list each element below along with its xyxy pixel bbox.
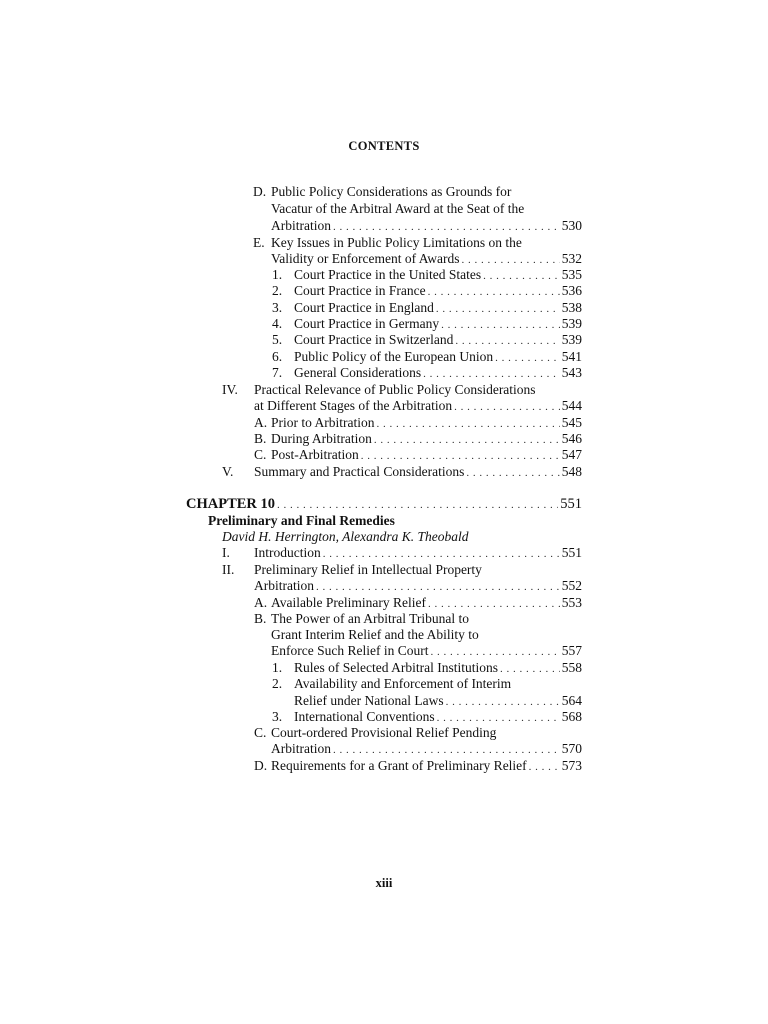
toc-marker: 3.: [272, 300, 283, 315]
toc-page-number: 544: [561, 398, 582, 413]
toc-entry-text: Court-ordered Provisional Relief Pending: [271, 725, 497, 740]
toc-entry-text: Validity or Enforcement of Awards: [271, 251, 460, 266]
chapter-authors: David H. Herrington, Alexandra K. Theobald: [222, 529, 469, 544]
dot-leader: [437, 710, 560, 725]
toc-page-number: 570: [561, 741, 582, 756]
toc-page-number: 532: [561, 251, 582, 266]
dot-leader: [323, 546, 560, 561]
toc-entry-text: Practical Relevance of Public Policy Considerations: [254, 382, 536, 397]
toc-marker: 5.: [272, 332, 283, 347]
toc-entry-text: Grant Interim Relief and the Ability to: [271, 627, 479, 642]
toc-entry[interactable]: [294, 267, 582, 283]
toc-entry-text: Arbitration: [271, 218, 331, 233]
toc-entry-text: Availability and Enforcement of Interim: [294, 676, 512, 691]
toc-page-number: 539: [561, 332, 582, 347]
toc-page-number: 551: [560, 496, 582, 512]
toc-entry-text: International Conventions: [294, 709, 435, 724]
toc-page-number: 553: [561, 595, 582, 610]
dot-leader: [361, 448, 560, 463]
toc-entry-text: Key Issues in Public Policy Limitations on the: [271, 235, 522, 250]
toc-marker: 3.: [272, 709, 283, 724]
toc-entry-text: Court Practice in England: [294, 300, 434, 315]
toc-entry[interactable]: [294, 365, 582, 381]
dot-leader: [446, 694, 560, 709]
toc-marker: 1.: [272, 660, 283, 675]
toc-entry[interactable]: [271, 218, 582, 234]
toc-entry-text: Court Practice in Germany: [294, 316, 440, 331]
toc-marker: B.: [254, 431, 267, 446]
toc-marker: A.: [254, 415, 268, 430]
dot-leader: [333, 219, 560, 234]
toc-page-number: 530: [561, 218, 582, 233]
toc-marker: 4.: [272, 316, 283, 331]
toc-marker: I.: [222, 545, 230, 560]
toc-entry[interactable]: [294, 332, 582, 348]
toc-entry-text: Available Preliminary Relief: [271, 595, 426, 610]
dot-leader: [461, 252, 559, 267]
chapter-title: Preliminary and Final Remedies: [208, 513, 395, 528]
toc-entry-text: Court Practice in France: [294, 283, 426, 298]
toc-page-number: 557: [561, 643, 582, 658]
dot-leader: [430, 644, 559, 659]
toc-marker: 6.: [272, 349, 283, 364]
toc-entry[interactable]: [254, 398, 582, 414]
dot-leader: [441, 317, 560, 332]
toc-entry[interactable]: [254, 464, 582, 480]
toc-entry[interactable]: [271, 431, 582, 447]
toc-entry-text: Court Practice in the United States: [294, 267, 482, 282]
toc-page-number: 541: [561, 349, 582, 364]
toc-marker: D.: [254, 758, 268, 773]
toc-entry[interactable]: [294, 300, 582, 316]
toc-page-number: 538: [561, 300, 582, 315]
toc-page-number: 539: [561, 316, 582, 331]
toc-marker: A.: [254, 595, 268, 610]
toc-entry-text: Preliminary Relief in Intellectual Property: [254, 562, 482, 577]
toc-page-number: 546: [561, 431, 582, 446]
toc-entry-text: During Arbitration: [271, 431, 372, 446]
toc-entry[interactable]: [271, 595, 582, 611]
toc-entry-text: at Different Stages of the Arbitration: [254, 398, 453, 413]
toc-marker: C.: [254, 725, 267, 740]
toc-page-number: 568: [561, 709, 582, 724]
toc-marker: 2.: [272, 676, 283, 691]
toc-page-number: 548: [561, 464, 582, 479]
toc-entry[interactable]: [271, 758, 582, 774]
toc-entry-text: Prior to Arbitration: [271, 415, 375, 430]
dot-leader: [436, 301, 560, 316]
toc-entry[interactable]: [254, 578, 582, 594]
dot-leader: [333, 742, 560, 757]
toc-marker: V.: [222, 464, 234, 479]
toc-entry-text: Public Policy Considerations as Grounds for: [271, 184, 512, 199]
toc-entry[interactable]: [271, 643, 582, 659]
toc-entry-text: Public Policy of the European Union: [294, 349, 494, 364]
toc-entry-text: Arbitration: [271, 741, 331, 756]
dot-leader: [454, 399, 560, 414]
toc-page-number: 564: [561, 693, 582, 708]
toc-marker: 2.: [272, 283, 283, 298]
toc-entry-text: Introduction: [254, 545, 321, 560]
toc-entry-text: Arbitration: [254, 578, 314, 593]
dot-leader: [428, 284, 560, 299]
dot-leader: [316, 579, 560, 594]
dot-leader: [483, 268, 560, 283]
toc-entry[interactable]: [294, 349, 582, 365]
toc-entry-text: Requirements for a Grant of Preliminary Relief: [271, 758, 527, 773]
toc-page-number: 551: [561, 545, 582, 560]
toc-marker: E.: [253, 235, 265, 250]
toc-entry-text: Enforce Such Relief in Court: [271, 643, 429, 658]
toc-entry[interactable]: [271, 741, 582, 757]
toc-entry-text: The Power of an Arbitral Tribunal to: [271, 611, 469, 626]
dot-leader: [495, 350, 560, 365]
toc-entry-text: Summary and Practical Considerations: [254, 464, 465, 479]
dot-leader: [428, 596, 560, 611]
chapter-label: CHAPTER 10: [186, 496, 276, 512]
toc-entry-text: Rules of Selected Arbitral Institutions: [294, 660, 498, 675]
toc-page-number: 552: [561, 578, 582, 593]
page-number: xiii: [375, 876, 393, 890]
toc-marker: D.: [253, 184, 267, 199]
chapter-heading[interactable]: [186, 496, 582, 512]
dot-leader: [377, 416, 560, 431]
toc-entry-text: Relief under National Laws: [294, 693, 444, 708]
toc-entry[interactable]: [271, 415, 582, 431]
toc-page-number: 558: [561, 660, 582, 675]
toc-page-number: 545: [561, 415, 582, 430]
toc-marker: 1.: [272, 267, 283, 282]
toc-page-number: 543: [561, 365, 582, 380]
toc-marker: 7.: [272, 365, 283, 380]
toc-entry[interactable]: [294, 316, 582, 332]
dot-leader: [529, 759, 560, 774]
toc-entry-text: General Considerations: [294, 365, 422, 380]
toc-entry[interactable]: [294, 283, 582, 299]
toc-page-number: 547: [561, 447, 582, 462]
dot-leader: [374, 432, 560, 447]
toc-entry[interactable]: [294, 693, 582, 709]
page-title: CONTENTS: [348, 139, 420, 153]
toc-page-number: 573: [561, 758, 582, 773]
toc-page-number: 536: [561, 283, 582, 298]
toc-marker: II.: [222, 562, 235, 577]
toc-entry-text: Vacatur of the Arbitral Award at the Seat of the: [271, 201, 525, 216]
dot-leader: [500, 661, 560, 676]
toc-entry[interactable]: [254, 545, 582, 561]
toc-entry[interactable]: [271, 251, 582, 267]
toc-marker: B.: [254, 611, 267, 626]
toc-entry[interactable]: [271, 447, 582, 463]
toc-entry-text: Post-Arbitration: [271, 447, 359, 462]
toc-marker: IV.: [222, 382, 238, 397]
toc-entry-text: Court Practice in Switzerland: [294, 332, 454, 347]
toc-entry[interactable]: [294, 709, 582, 725]
toc-marker: C.: [254, 447, 267, 462]
toc-page-number: 535: [561, 267, 582, 282]
dot-leader: [277, 497, 558, 512]
toc-entry[interactable]: [294, 660, 582, 676]
dot-leader: [455, 333, 559, 348]
dot-leader: [466, 465, 559, 480]
dot-leader: [423, 366, 560, 381]
